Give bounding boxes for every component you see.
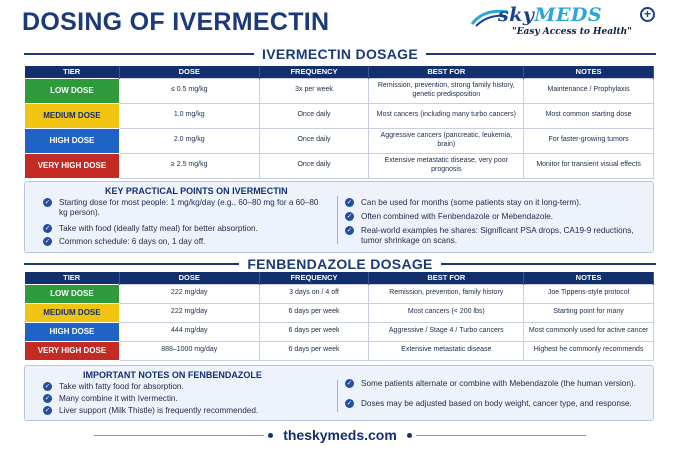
logo-plus-icon: + [640,7,655,22]
table-row [25,103,654,128]
list-item: ✓ Common schedule: 6 days on, 1 day off. [44,237,206,246]
tier-cell: VERY HIGH DOSE [25,153,120,178]
table-row [25,128,654,153]
notes-cell: Monitor for transient visual effects [524,153,654,178]
check-icon: ✓ [346,199,353,206]
dose-cell: 2.0 mg/kg [119,128,259,153]
check-icon: ✓ [44,225,51,232]
check-icon: ✓ [346,400,353,407]
tier-cell: LOW DOSE [25,78,120,103]
frequency-cell: 6 days per week [259,303,369,322]
notes-cell: Joe Tippens-style protocol [524,284,654,303]
table-row [25,303,654,322]
check-icon: ✓ [44,199,51,206]
important-notes-title: IMPORTANT NOTES ON FENBENDAZOLE [83,370,262,380]
divider [337,380,338,412]
col-best-for: BEST FOR [369,272,524,284]
key-points-title: KEY PRACTICAL POINTS ON IVERMECTIN [105,186,288,196]
ivermectin-table [24,66,654,179]
best-for-cell: Most cancers (< 200 lbs) [369,303,524,322]
check-icon: ✓ [44,395,51,402]
best-for-cell: Remission, prevention, family history [369,284,524,303]
dose-cell: 222 mg/day [119,303,259,322]
ivermectin-key-points [24,181,654,253]
frequency-cell: Once daily [259,153,369,178]
list-item: ✓ Many combine it with Ivermectin. [44,394,178,403]
dose-cell: 1.0 mg/kg [119,103,259,128]
list-item: ✓ Doses may be adjusted based on body weight, cancer type, and response. [346,399,632,408]
list-item: ✓ Starting dose for most people: 1 mg/kg/day (e.g., 60–80 mg for a 60–80 kg person). [44,198,319,217]
tier-cell: VERY HIGH DOSE [25,341,120,360]
check-icon: ✓ [346,213,353,220]
footer [0,427,680,443]
list-item: ✓ Liver support (Milk Thistle) is frequently recommended. [44,406,259,415]
best-for-cell: Extensive metastatic disease [369,341,524,360]
best-for-cell: Aggressive cancers (pancreatic, leukemia, brain) [369,128,524,153]
best-for-cell: Aggressive / Stage 4 / Turbo cancers [369,322,524,341]
tier-cell: HIGH DOSE [25,128,120,153]
table-row [25,78,654,103]
list-item: ✓ Can be used for months (some patients stay on it long-term). [346,198,582,207]
dose-cell: 888–1000 mg/day [119,341,259,360]
list-item: ✓ Take with food (ideally fatty meal) for better absorption. [44,224,258,233]
divider [337,196,338,244]
col-tier: TIER [25,66,120,78]
dose-cell: 222 mg/day [119,284,259,303]
check-icon: ✓ [346,227,353,234]
check-icon: ✓ [44,238,51,245]
notes-cell: Most commonly used for active cancer [524,322,654,341]
notes-cell: Maintenance / Prophylaxis [524,78,654,103]
fenbendazole-table [24,272,654,361]
table-row [25,284,654,303]
best-for-cell: Extensive metastatic disease, very poor prognosis [369,153,524,178]
frequency-cell: 6 days per week [259,322,369,341]
col-frequency: FREQUENCY [259,272,369,284]
table-header-row [25,272,654,284]
table-header-row [25,66,654,78]
notes-cell: For faster-growing tumors [524,128,654,153]
table-row [25,153,654,178]
col-dose: DOSE [119,66,259,78]
check-icon: ✓ [44,383,51,390]
skymeds-logo [470,4,670,44]
tier-cell: MEDIUM DOSE [25,303,120,322]
col-notes: NOTES [524,272,654,284]
list-item: ✓ Often combined with Fenbendazole or Mebendazole. [346,212,554,221]
list-item: ✓ Real-world examples he shares: Significant PSA drops, CA19-9 reductions, tumor shrinkage on scans. [346,226,634,245]
col-tier: TIER [25,272,120,284]
notes-cell: Highest he commonly recommends [524,341,654,360]
logo-tagline: "Easy Access to Health" [512,27,632,37]
tier-cell: LOW DOSE [25,284,120,303]
col-notes: NOTES [524,66,654,78]
check-icon: ✓ [44,407,51,414]
best-for-cell: Most cancers (including many turbo cancers) [369,103,524,128]
frequency-cell: 3 days on / 4 off [259,284,369,303]
col-frequency: FREQUENCY [259,66,369,78]
check-icon: ✓ [346,380,353,387]
footer-url[interactable]: theskymeds.com [283,427,397,443]
best-for-cell: Remission, prevention, strong family history, genetic predisposition [369,78,524,103]
fenbendazole-heading: FENBENDAZOLE DOSAGE [24,256,656,272]
tier-cell: HIGH DOSE [25,322,120,341]
dose-cell: ≤ 0.5 mg/kg [119,78,259,103]
tier-cell: MEDIUM DOSE [25,103,120,128]
frequency-cell: 3x per week [259,78,369,103]
table-row [25,322,654,341]
page-title: DOSING OF IVERMECTIN [22,8,330,36]
fenbendazole-important-notes [24,365,654,421]
col-dose: DOSE [119,272,259,284]
dose-cell: 444 mg/day [119,322,259,341]
list-item: ✓ Some patients alternate or combine with Mebendazole (the human version). [346,379,636,388]
list-item: ✓ Take with fatty food for absorption. [44,382,184,391]
notes-cell: Most common starting dose [524,103,654,128]
col-best-for: BEST FOR [369,66,524,78]
logo-wordmark: skyMEDS [498,4,603,26]
frequency-cell: 6 days per week [259,341,369,360]
table-row [25,341,654,360]
dose-cell: ≥ 2.5 mg/kg [119,153,259,178]
frequency-cell: Once daily [259,103,369,128]
frequency-cell: Once daily [259,128,369,153]
ivermectin-heading: IVERMECTIN DOSAGE [24,46,656,62]
notes-cell: Starting point for many [524,303,654,322]
